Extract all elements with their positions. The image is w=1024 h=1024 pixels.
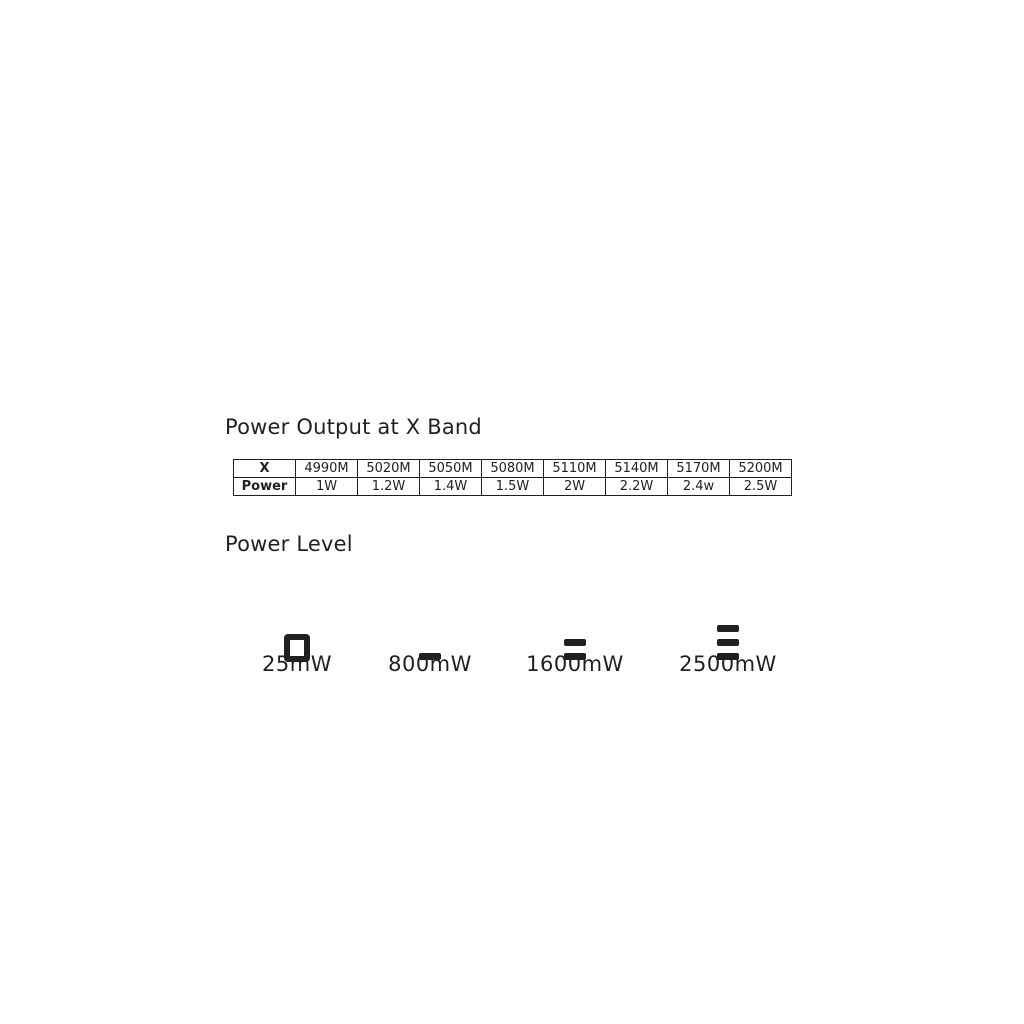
power-level-label-2: 1600mW xyxy=(526,652,624,676)
table-cell-freq-0: 4990M xyxy=(296,460,358,478)
table-cell-power-0: 1W xyxy=(296,478,358,496)
table-cell-power-7: 2.5W xyxy=(730,478,792,496)
table-cell-power-1: 1.2W xyxy=(358,478,420,496)
table-cell-freq-1: 5020M xyxy=(358,460,420,478)
power-level-item-0 xyxy=(222,552,372,682)
table-cell-freq-5: 5140M xyxy=(606,460,668,478)
table-cell-power-4: 2W xyxy=(544,478,606,496)
table-cell-freq-6: 5170M xyxy=(668,460,730,478)
table-cell-power-6: 2.4w xyxy=(668,478,730,496)
power-output-table xyxy=(233,459,792,496)
table-row-label-x: X xyxy=(234,460,296,478)
power-level-label-1: 800mW xyxy=(388,652,472,676)
page-title-power-level: Power Level xyxy=(225,532,353,556)
table-row xyxy=(234,478,792,496)
table-row-label-power: Power xyxy=(234,478,296,496)
table-cell-power-3: 1.5W xyxy=(482,478,544,496)
table-cell-freq-2: 5050M xyxy=(420,460,482,478)
bar-segment xyxy=(564,639,586,646)
table-cell-freq-3: 5080M xyxy=(482,460,544,478)
power-level-item-1 xyxy=(355,552,505,682)
table-cell-power-5: 2.2W xyxy=(606,478,668,496)
table-cell-freq-4: 5110M xyxy=(544,460,606,478)
power-level-item-2 xyxy=(500,552,650,682)
table-cell-freq-7: 5200M xyxy=(730,460,792,478)
power-level-label-3: 2500mW xyxy=(679,652,777,676)
page-title-power-output: Power Output at X Band xyxy=(225,415,482,439)
bar-segment xyxy=(717,625,739,632)
power-level-item-3 xyxy=(653,552,803,682)
table-cell-power-2: 1.4W xyxy=(420,478,482,496)
power-level-label-0: 25mW xyxy=(262,652,332,676)
table-row xyxy=(234,460,792,478)
bar-segment xyxy=(717,639,739,646)
